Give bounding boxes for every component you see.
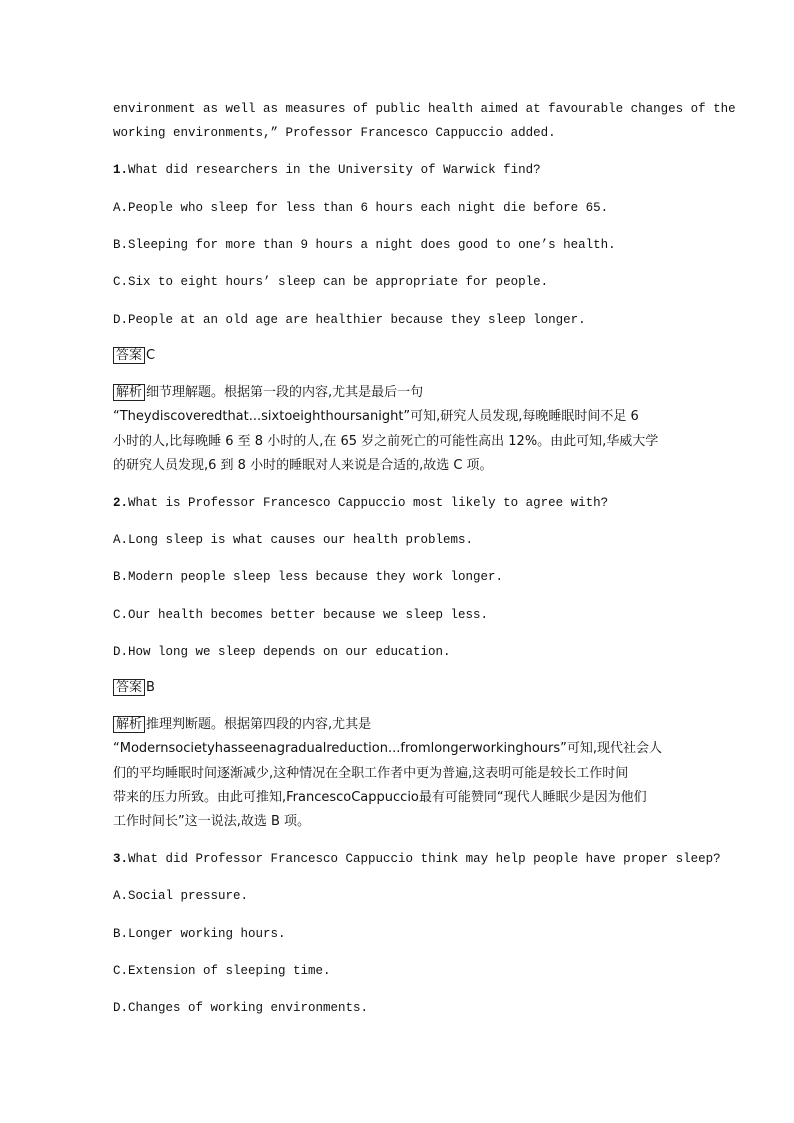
analysis-text: 的研究人员发现,6 到 8 小时的睡眠对人来说是合适的,故选 C 项。 [113,458,493,473]
analysis-line [113,382,423,404]
question-stem [113,850,721,868]
option-b: B.Modern people sleep less because they work longer. [113,570,504,584]
option-d: D.Changes of working environments. [113,1001,369,1015]
analysis-label: 解析 [113,716,145,733]
answer-value: B [146,680,155,695]
passage-line: working environments,” Professor Francesco Cappuccio added. [113,126,556,140]
question-number: 2. [113,496,129,510]
answer-line [113,345,155,367]
question-text: What did Professor Francesco Cappuccio think may help people have proper sleep? [128,852,721,866]
option-a: A.People who sleep for less than 6 hours each night die before 65. [113,201,609,215]
answer-label: 答案 [113,347,145,364]
analysis-label: 解析 [113,384,145,401]
option-b: B.Sleeping for more than 9 hours a night does good to one’s health. [113,238,616,252]
analysis-text: 工作时间长”这一说法,故选 B 项。 [113,814,311,829]
question-text: What is Professor Francesco Cappuccio most likely to agree with? [128,496,609,510]
analysis-text: 小时的人,比每晚睡 6 至 8 小时的人,在 65 岁之前死亡的可能性高出 12%。由此可知,华威大学 [113,434,659,449]
analysis-text: 们的平均睡眠时间逐渐减少,这种情况在全职工作者中更为普遍,这表明可能是较长工作时间 [113,766,629,781]
analysis-text: 带来的压力所致。由此可推知,FrancescoCappuccio最有可能赞同“现代人睡眠少是因为他们 [113,790,647,805]
analysis-text: “Modernsocietyhasseenagradualreduction...fromlongerworkinghours”可知,现代社会人 [113,741,662,756]
analysis-line [113,714,371,736]
question-number: 1. [113,163,129,177]
answer-line [113,677,155,699]
question-number: 3. [113,852,129,866]
analysis-text: 细节理解题。根据第一段的内容,尤其是最后一句 [146,385,424,400]
option-c: C.Six to eight hours’ sleep can be appropriate for people. [113,275,549,289]
question-stem [113,161,541,179]
passage-line: environment as well as measures of public health aimed at favourable changes of the [113,102,736,116]
answer-label: 答案 [113,679,145,696]
option-d: D.How long we sleep depends on our education. [113,645,451,659]
analysis-text: “Theydiscoveredthat...sixtoeighthoursanight”可知,研究人员发现,每晚睡眠时间不足 6 [113,409,639,424]
option-b: B.Longer working hours. [113,927,286,941]
analysis-text: 推理判断题。根据第四段的内容,尤其是 [146,717,372,732]
option-d: D.People at an old age are healthier because they sleep longer. [113,313,586,327]
question-text: What did researchers in the University of Warwick find? [128,163,541,177]
option-c: C.Extension of sleeping time. [113,964,331,978]
answer-value: C [146,348,156,363]
option-a: A.Social pressure. [113,889,249,903]
question-stem [113,494,608,512]
option-a: A.Long sleep is what causes our health problems. [113,533,474,547]
option-c: C.Our health becomes better because we sleep less. [113,608,489,622]
